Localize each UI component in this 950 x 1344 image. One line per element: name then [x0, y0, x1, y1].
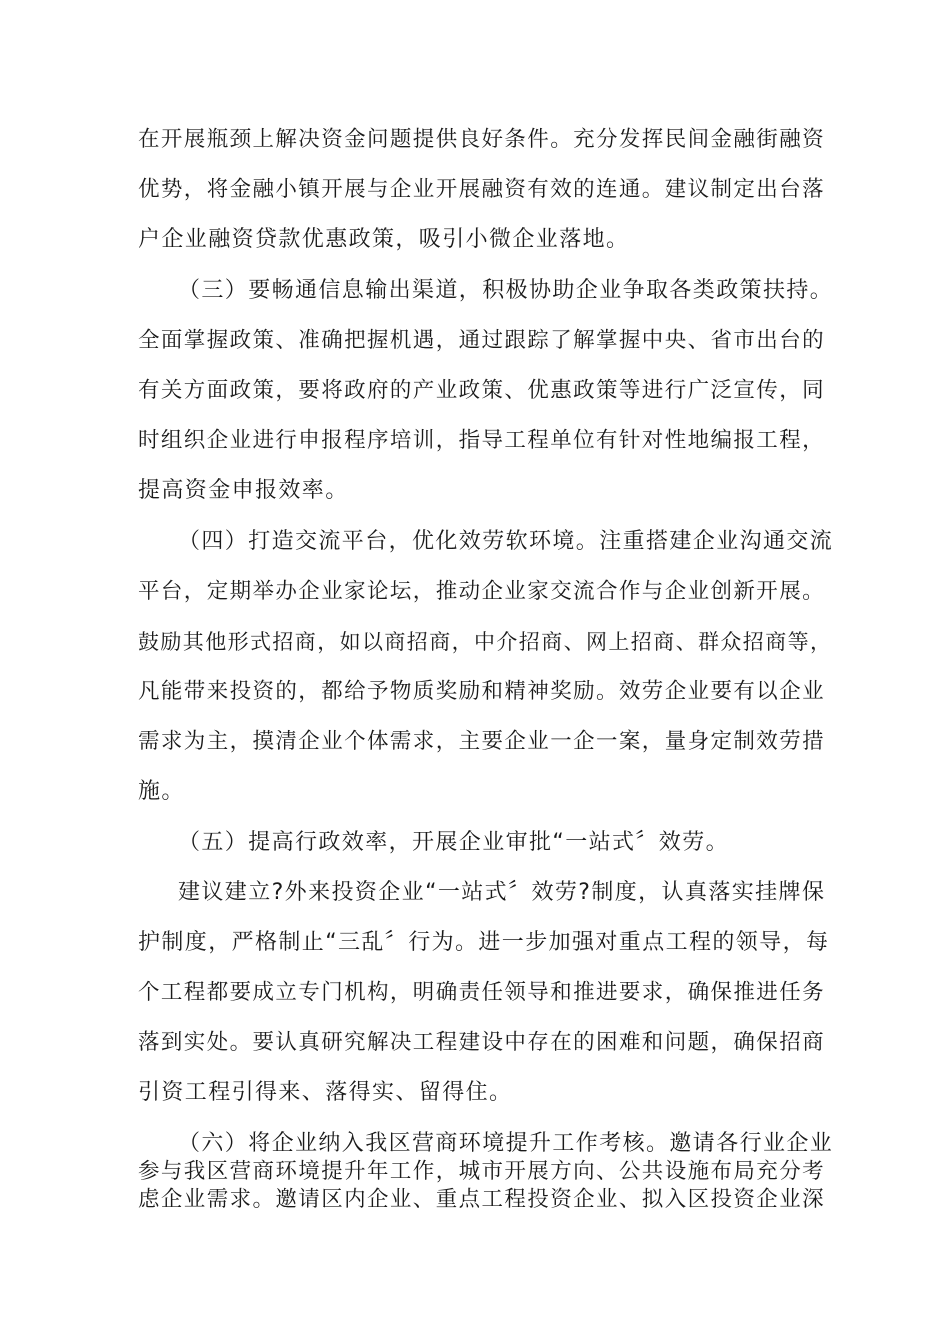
text-line: 虑企业需求。邀请区内企业、重点工程投资企业、拟入区投资企业深 — [138, 1187, 826, 1212]
text-line: 户企业融资贷款优惠政策，吸引小微企业落地。 — [138, 227, 630, 252]
section-heading: （五）提高行政效率，开展企业审批“一站式〞效劳。 — [178, 830, 729, 855]
section-heading: （四）打造交流平台，优化效劳软环境。注重搭建企业沟通交流 — [178, 529, 834, 554]
text-line: 个工程都要成立专门机构，明确责任领导和推进要求，确保推进任务 — [138, 980, 826, 1005]
text-line: 平台，定期举办企业家论坛，推动企业家交流合作与企业创新开展。 — [138, 579, 826, 604]
text-line: 建议建立?外来投资企业“一站式〞效劳?制度，认真落实挂牌保 — [178, 880, 826, 905]
text-line: 全面掌握政策、准确把握机遇，通过跟踪了解掌握中央、省市出台的 — [138, 328, 826, 353]
text-line: 优势，将金融小镇开展与企业开展融资有效的连通。建议制定出台落 — [138, 177, 826, 202]
text-line: 落到实处。要认真研究解决工程建设中存在的困难和问题，确保招商 — [138, 1030, 826, 1055]
text-line: 需求为主，摸清企业个体需求，主要企业一企一案，量身定制效劳措 — [138, 729, 826, 754]
text-line: 有关方面政策，要将政府的产业政策、优惠政策等进行广泛宣传，同 — [138, 378, 826, 403]
text-line: 时组织企业进行申报程序培训，指导工程单位有针对性地编报工程， — [138, 428, 826, 453]
section-heading: （三）要畅通信息输出渠道，积极协助企业争取各类政策扶持。 — [178, 278, 834, 303]
text-line: 施。 — [138, 779, 185, 804]
text-line: 护制度，严格制止“三乱〞行为。进一步加强对重点工程的领导，每 — [138, 930, 830, 955]
text-line: 鼓励其他形式招商，如以商招商，中介招商、网上招商、群众招商等， — [138, 630, 833, 654]
text-line: 引资工程引得来、落得实、留得住。 — [138, 1080, 513, 1105]
text-line: 凡能带来投资的，都给予物质奖励和精神奖励。效劳企业要有以企业 — [138, 679, 826, 704]
text-line: 参与我区营商环境提升年工作，城市开展方向、公共设施布局充分考 — [138, 1159, 826, 1184]
text-line: 提高资金申报效率。 — [138, 478, 349, 503]
section-heading: （六）将企业纳入我区营商环境提升工作考核。邀请各行业企业 — [178, 1131, 834, 1156]
text-line: 在开展瓶颈上解决资金问题提供良好条件。充分发挥民间金融街融资 — [138, 127, 826, 152]
